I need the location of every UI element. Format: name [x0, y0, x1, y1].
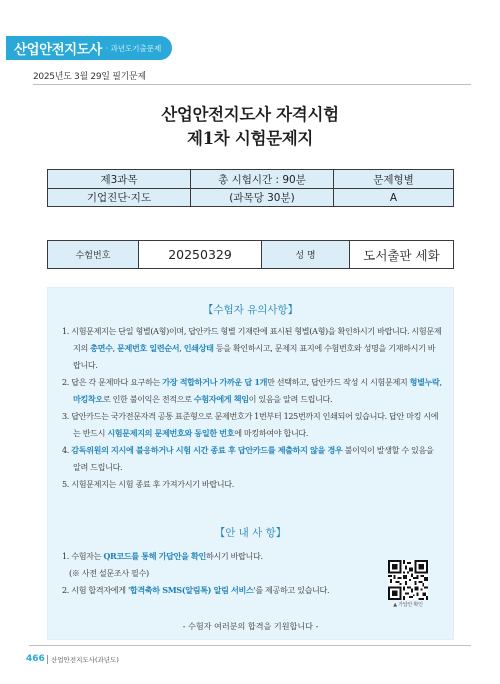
closing-message: - 수험자 여러분의 합격을 기원합니다 -	[182, 621, 319, 631]
notice-item-1: 1. 시험문제지는 단일 형별(A형)이며, 답안카드 형별 기재란에 표시된 형별(A형)을 확인하시기 바랍니다. 시험문제지의 총면수, 문제번호 일련순서, 인쇄상태 등을 확인하시고, 문제지 표지에 수험번호와 성명을 기재하시기 바랍니다.	[62, 326, 442, 370]
title-line-1: 산업안전지도사 자격시험	[161, 105, 339, 124]
guide-list	[62, 548, 442, 599]
exam-date: 2025년도 3월 29일 필기문제	[33, 72, 146, 82]
qr-caption: ▲ 가답안 확인	[393, 602, 423, 608]
examinee-notice-box	[47, 287, 454, 640]
guide-item-1: 1. 수험자는 QR코드를 통해 가답안을 확인하시기 바랍니다.	[62, 551, 263, 561]
notice-item-2: 2. 답은 각 문제마다 요구하는 가장 적합하거나 가까운 답 1개만 선택하고, 답안카드 작성 시 시험문제지 형별누락, 마킹착오로 인한 불이익은 전적으로 수험자에게 책임이 있음을 알려 드립니다.	[62, 377, 442, 404]
name-value: 도서출판 세화	[350, 241, 454, 269]
exam-number-label: 수험번호	[48, 241, 139, 269]
header-divider	[33, 84, 471, 85]
subject-label: 제3과목	[48, 170, 191, 189]
notice-heading: 【수험자 유의사항】	[202, 304, 299, 316]
book-section-badge	[6, 36, 172, 60]
name-label: 성 명	[262, 241, 350, 269]
badge-title: 산업안전지도사	[14, 42, 102, 58]
footer-separator	[47, 655, 48, 664]
page-number: 466	[26, 654, 45, 664]
subject-value: 기업진단·지도	[48, 189, 191, 207]
exam-info-table	[47, 169, 454, 207]
type-value: A	[334, 189, 454, 207]
examinee-id-table	[47, 240, 454, 269]
time-label: 총 시험시간 : 90분	[191, 170, 334, 189]
title-line-2: 제1차 시험문제지	[186, 129, 314, 148]
guide-item-1-sub: (※ 사전 설문조사 필수)	[69, 568, 149, 578]
type-label: 문제형별	[334, 170, 454, 189]
book-title-footer: 산업안전지도사(과년도)	[51, 656, 119, 664]
notice-item-5: 5. 시험문제지는 시험 종료 후 가져가시기 바랍니다.	[62, 479, 234, 489]
notice-list	[62, 323, 442, 493]
footer-divider	[29, 645, 471, 646]
notice-item-4: 4. 감독위원의 지시에 불응하거나 시험 시간 종료 후 답안카드를 제출하지 않을 경우 불이익이 발생할 수 있음을 알려 드립니다.	[62, 445, 434, 472]
guide-heading: 【안 내 사 항】	[214, 527, 287, 539]
badge-subtitle: · 과년도기출문제	[105, 43, 162, 53]
page-title	[0, 103, 500, 151]
guide-item-2: 2. 시험 합격자에게 '합격축하 SMS(알림톡) 알림 서비스'를 제공하고 있습니다.	[62, 585, 330, 595]
exam-number-value: 20250329	[139, 241, 262, 269]
notice-item-3: 3. 답안카드는 국가전문자격 공통 표준형으로 문제번호가 1번부터 125번까지 인쇄되어 있습니다. 답안 마킹 시에는 반드시 시험문제지의 문제번호와 동일한 번호에 마킹하여야 합니다.	[62, 411, 439, 438]
qr-code-icon[interactable]	[388, 560, 428, 600]
time-value: (과목당 30분)	[191, 189, 334, 207]
